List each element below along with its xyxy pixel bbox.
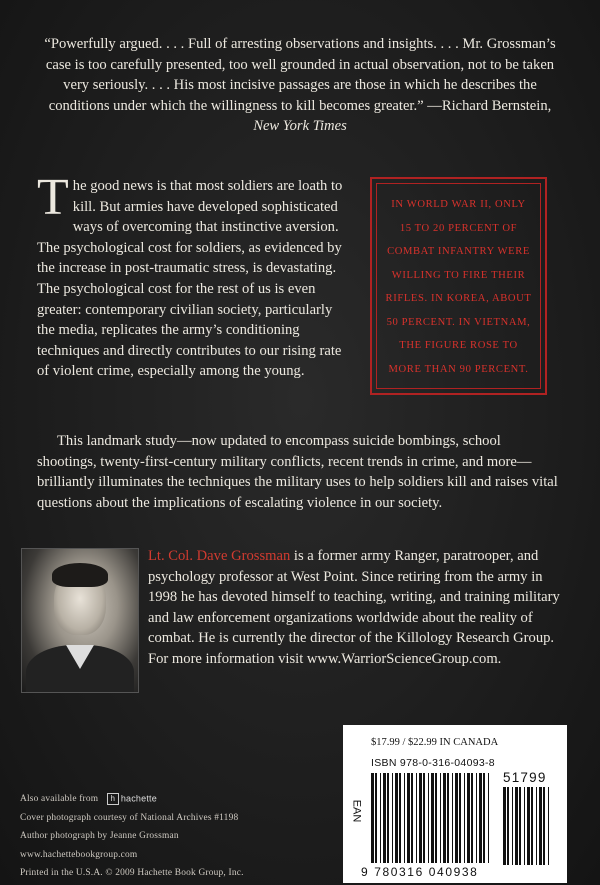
barcode-stripe bbox=[489, 773, 491, 863]
publisher-website: www.hachettebookgroup.com bbox=[20, 849, 138, 860]
callout-line: 50 PERCENT. IN VIETNAM, bbox=[386, 316, 531, 328]
description-text-1: he good news is that most soldiers are loath to kill. But armies have developed sophisticated ways of overcoming that instinctive aversion. The psychological cost for soldiers, as evidenced by the increase in post-traumatic stress, is devastating. The psychological cost for the rest of us is even greater: contemporary civilian society, particularly the media, replicates the army’s conditioning techniques and directly contributes to our rising rate of violent crime, especially among the young. bbox=[37, 178, 343, 380]
hachette-logo bbox=[107, 793, 157, 805]
author-photo bbox=[21, 548, 139, 693]
callout-line: 15 TO 20 PERCENT OF bbox=[399, 222, 518, 234]
author-bio bbox=[148, 546, 560, 670]
credits-block bbox=[20, 790, 320, 883]
barcode-panel bbox=[343, 725, 567, 883]
price-label: $17.99 / $22.99 IN CANADA bbox=[371, 737, 499, 748]
also-available-text: Also available from bbox=[20, 794, 99, 804]
callout-line: WILLING TO FIRE THEIR bbox=[391, 269, 526, 281]
description-paragraph-2: This landmark study—now updated to encompass suicide bombings, school shootings, twenty-first-century military conflicts, recent trends in crime, and more—brilliantly illuminates the techniques the military uses to help soldiers kill and raises vital questions about the implications of escalating violence in our society. bbox=[37, 433, 558, 511]
quote-source: New York Times bbox=[253, 118, 347, 134]
author-hair bbox=[52, 563, 108, 587]
ean-label: EAN bbox=[350, 799, 363, 823]
description-paragraph-1 bbox=[37, 169, 350, 382]
author-photo-credit: Author photograph by Jeanne Grossman bbox=[20, 831, 179, 841]
price-barcode bbox=[503, 787, 555, 865]
callout-line: RIFLES. IN KOREA, ABOUT bbox=[385, 293, 532, 304]
callout-line: COMBAT INFANTRY WERE bbox=[387, 246, 530, 257]
callout-line: THE FIGURE ROSE TO bbox=[399, 340, 518, 351]
quote-text: “Powerfully argued. . . . Full of arresting observations and insights. . . . Mr. Grossman’s case is too carefully presented, too well grounded in actual observation, not to be taken very seriously. . . . His most incisive passages are those in which he describes the conditions under which the willingness to kill becomes greater.” —Richard Bernstein, bbox=[44, 36, 556, 114]
callout-text bbox=[372, 193, 545, 381]
printed-copyright: Printed in the U.S.A. © 2009 Hachette Book Group, Inc. bbox=[20, 868, 244, 878]
price-code-label: 51799 bbox=[503, 770, 547, 785]
author-name: Lt. Col. Dave Grossman bbox=[148, 548, 291, 564]
review-quote bbox=[40, 34, 560, 137]
ean-number: 9 780316 040938 bbox=[361, 865, 479, 879]
isbn-label: ISBN 978-0-316-04093-8 bbox=[371, 757, 495, 769]
cover-photo-credit: Cover photograph courtesy of National Archives #1198 bbox=[20, 812, 239, 823]
ean-barcode bbox=[371, 773, 497, 863]
barcode-stripe bbox=[549, 787, 551, 865]
drop-cap: T bbox=[37, 169, 69, 226]
hachette-logo-text: hachette bbox=[120, 793, 157, 804]
author-bio-text: is a former army Ranger, paratrooper, and psychology professor at West Point. Since retiring from the army in 1998 he has devoted himself to teaching, writing, and training military and law enforcement organizations worldwide about the reality of combat. He is currently the director of the Killology Research Group. For more information visit www.WarriorScienceGroup.com. bbox=[148, 548, 560, 667]
statistic-callout-box bbox=[370, 177, 547, 395]
also-available-line bbox=[20, 790, 320, 809]
hachette-logo-icon: h bbox=[107, 793, 119, 805]
callout-line: MORE THAN 90 PERCENT. bbox=[388, 363, 529, 375]
callout-line: IN WORLD WAR II, ONLY bbox=[391, 199, 526, 210]
